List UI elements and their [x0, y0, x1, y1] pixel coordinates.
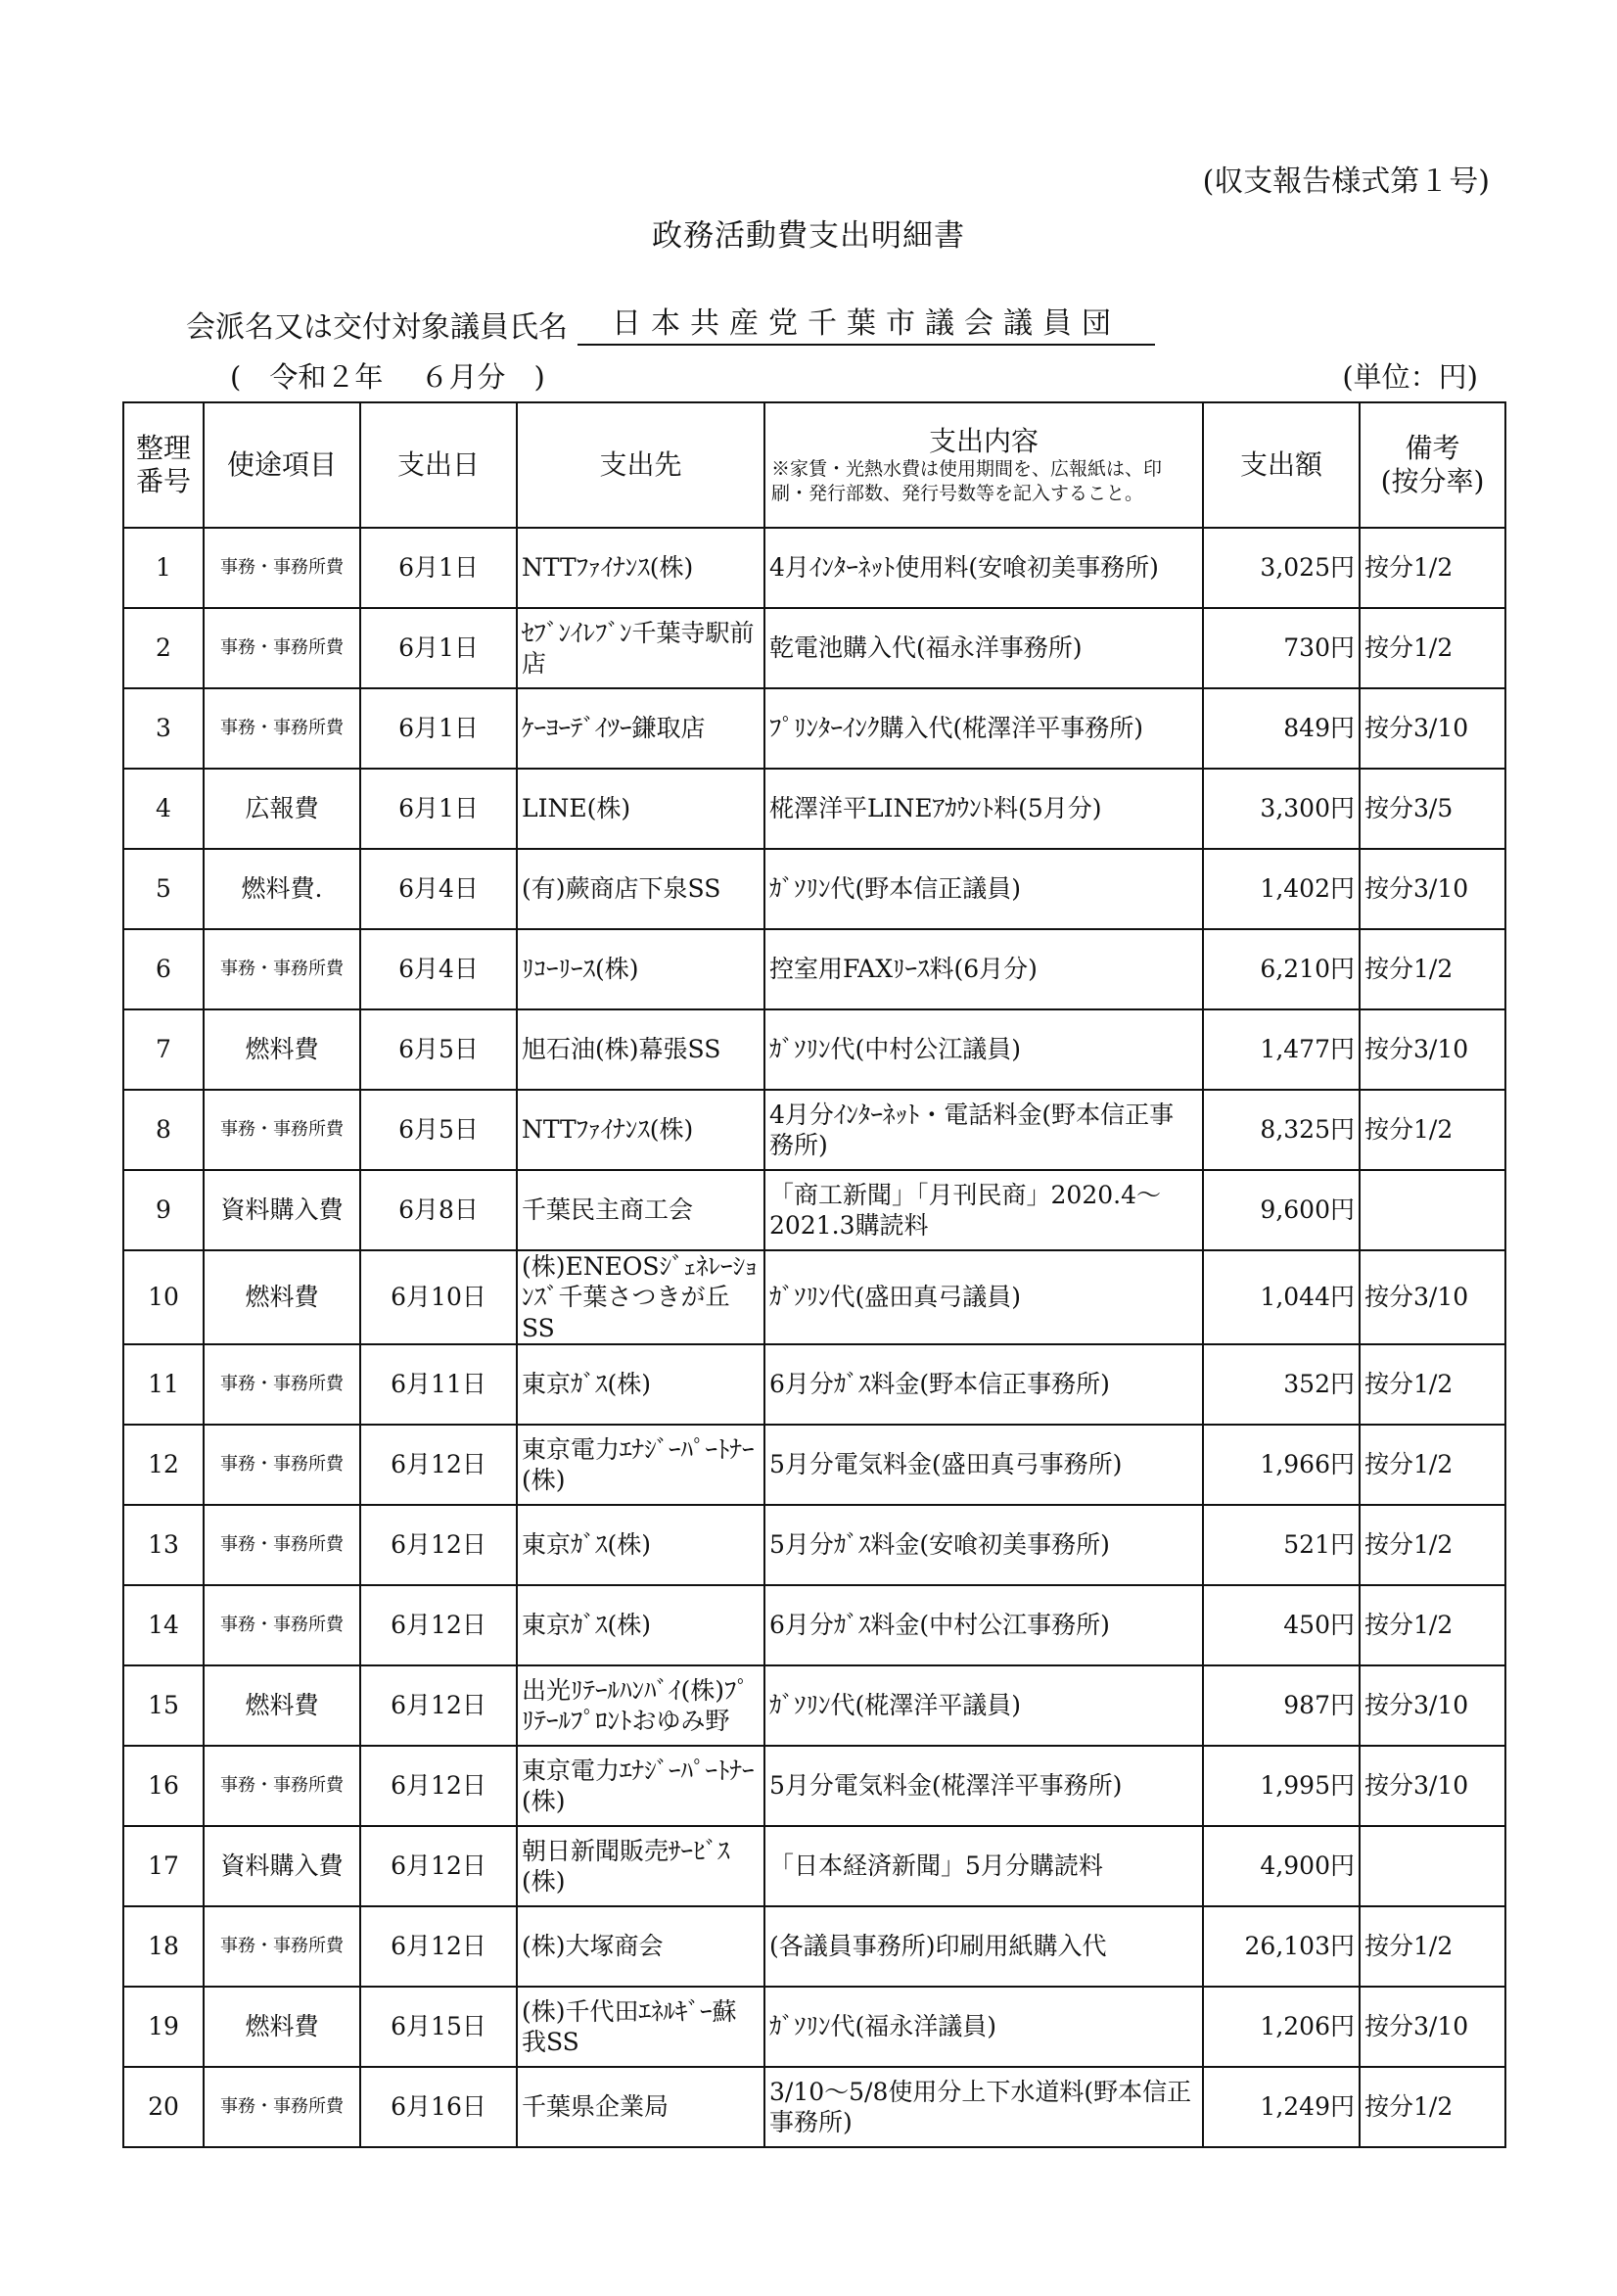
row-description: ﾌﾟﾘﾝﾀｰｲﾝｸ購入代(椛澤洋平事務所) [764, 688, 1203, 769]
row-remarks: 按分1/2 [1360, 1425, 1505, 1505]
row-description: 6月分ｶﾞｽ料金(野本信正事務所) [764, 1344, 1203, 1425]
row-number: 2 [123, 608, 204, 688]
row-payee: 東京電力ｴﾅｼﾞｰﾊﾟｰﾄﾅｰ(株) [517, 1425, 764, 1505]
row-amount: 4,900円 [1203, 1826, 1360, 1906]
row-amount: 352円 [1203, 1344, 1360, 1425]
table-row [123, 929, 1505, 1009]
row-date: 6月1日 [360, 688, 517, 769]
row-purpose: 事務・事務所費 [204, 528, 360, 608]
row-date: 6月12日 [360, 1585, 517, 1665]
row-description: 「日本経済新聞」5月分購読料 [764, 1826, 1203, 1906]
document-title: 政務活動費支出明細書 [652, 218, 965, 254]
row-purpose: 燃料費. [204, 849, 360, 929]
row-number: 20 [123, 2067, 204, 2147]
period: ( 令和２年 ６月分 ) [230, 360, 545, 394]
table-row [123, 849, 1505, 929]
table-row [123, 1906, 1505, 1987]
row-date: 6月4日 [360, 929, 517, 1009]
row-remarks: 按分3/5 [1360, 769, 1505, 849]
row-amount: 1,995円 [1203, 1746, 1360, 1826]
row-number: 14 [123, 1585, 204, 1665]
row-amount: 849円 [1203, 688, 1360, 769]
row-date: 6月10日 [360, 1250, 517, 1344]
row-date: 6月12日 [360, 1826, 517, 1906]
row-purpose: 事務・事務所費 [204, 1585, 360, 1665]
row-payee: (株)大塚商会 [517, 1906, 764, 1987]
row-date: 6月12日 [360, 1906, 517, 1987]
row-amount: 26,103円 [1203, 1906, 1360, 1987]
row-description: ｶﾞｿﾘﾝ代(福永洋議員) [764, 1987, 1203, 2067]
row-date: 6月4日 [360, 849, 517, 929]
row-description: (各議員事務所)印刷用紙購入代 [764, 1906, 1203, 1987]
row-purpose: 事務・事務所費 [204, 929, 360, 1009]
row-payee: 旭石油(株)幕張SS [517, 1009, 764, 1090]
row-payee: 出光ﾘﾃｰﾙﾊﾝﾊﾞｲ(株)ﾌﾟﾘﾃｰﾙﾌﾟﾛﾝﾄおゆみ野 [517, 1665, 764, 1746]
header-remarks [1360, 402, 1505, 528]
row-payee: (有)蕨商店下泉SS [517, 849, 764, 929]
header-no: 整理番号 [123, 402, 204, 528]
party-label: 会派名又は交付対象議員氏名 [186, 310, 568, 345]
header-amount: 支出額 [1203, 402, 1360, 528]
row-description: 4月ｲﾝﾀｰﾈｯﾄ使用料(安喰初美事務所) [764, 528, 1203, 608]
row-remarks: 按分1/2 [1360, 929, 1505, 1009]
row-date: 6月16日 [360, 2067, 517, 2147]
row-number: 6 [123, 929, 204, 1009]
header-contents-note: ※家賃・光熱水費は使用期間を、広報紙は、印刷・発行部数、発行号数等を記入すること。 [771, 458, 1163, 504]
row-description: ｶﾞｿﾘﾝ代(野本信正議員) [764, 849, 1203, 929]
table-row [123, 1585, 1505, 1665]
table-row [123, 1250, 1505, 1344]
row-number: 17 [123, 1826, 204, 1906]
row-number: 7 [123, 1009, 204, 1090]
table-row [123, 2067, 1505, 2147]
header-remarks-sub: (按分率) [1380, 465, 1485, 497]
row-amount: 3,025円 [1203, 528, 1360, 608]
row-remarks: 按分3/10 [1360, 849, 1505, 929]
header-purpose: 使途項目 [204, 402, 360, 528]
row-remarks: 按分3/10 [1360, 1665, 1505, 1746]
expense-table [122, 401, 1506, 2148]
row-number: 3 [123, 688, 204, 769]
row-remarks: 按分1/2 [1360, 1505, 1505, 1585]
row-purpose: 燃料費 [204, 1009, 360, 1090]
row-number: 1 [123, 528, 204, 608]
row-remarks: 按分1/2 [1360, 1906, 1505, 1987]
table-row [123, 1090, 1505, 1170]
row-amount: 987円 [1203, 1665, 1360, 1746]
row-description: 5月分電気料金(椛澤洋平事務所) [764, 1746, 1203, 1826]
header-payee: 支出先 [517, 402, 764, 528]
row-remarks [1360, 1826, 1505, 1906]
row-amount: 1,044円 [1203, 1250, 1360, 1344]
row-number: 15 [123, 1665, 204, 1746]
row-purpose: 事務・事務所費 [204, 688, 360, 769]
row-remarks: 按分3/10 [1360, 1250, 1505, 1344]
row-number: 19 [123, 1987, 204, 2067]
row-description: 控室用FAXﾘｰｽ料(6月分) [764, 929, 1203, 1009]
row-remarks: 按分3/10 [1360, 1746, 1505, 1826]
table-body [123, 528, 1505, 2147]
row-number: 11 [123, 1344, 204, 1425]
row-payee: ｹｰﾖｰﾃﾞｲﾂｰ鎌取店 [517, 688, 764, 769]
table-header-row [123, 402, 1505, 528]
row-description: ｶﾞｿﾘﾝ代(椛澤洋平議員) [764, 1665, 1203, 1746]
row-description: 「商工新聞」「月刊民商」2020.4～2021.3購読料 [764, 1170, 1203, 1250]
row-date: 6月1日 [360, 769, 517, 849]
row-amount: 1,966円 [1203, 1425, 1360, 1505]
row-amount: 521円 [1203, 1505, 1360, 1585]
row-purpose: 燃料費 [204, 1665, 360, 1746]
row-payee: 朝日新聞販売ｻｰﾋﾞｽ(株) [517, 1826, 764, 1906]
header-contents-title: 支出内容 [928, 424, 1039, 457]
row-description: ｶﾞｿﾘﾝ代(盛田真弓議員) [764, 1250, 1203, 1344]
row-date: 6月15日 [360, 1987, 517, 2067]
row-number: 10 [123, 1250, 204, 1344]
row-amount: 8,325円 [1203, 1090, 1360, 1170]
row-payee: 東京ｶﾞｽ(株) [517, 1585, 764, 1665]
row-amount: 1,206円 [1203, 1987, 1360, 2067]
row-payee: 東京ｶﾞｽ(株) [517, 1344, 764, 1425]
table-row [123, 769, 1505, 849]
table-row [123, 1009, 1505, 1090]
header-remarks-title: 備考 [1405, 432, 1460, 465]
row-number: 4 [123, 769, 204, 849]
row-date: 6月1日 [360, 528, 517, 608]
form-number: (収支報告様式第１号) [1202, 164, 1490, 199]
row-date: 6月12日 [360, 1505, 517, 1585]
row-description: 4月分ｲﾝﾀｰﾈｯﾄ・電話料金(野本信正事務所) [764, 1090, 1203, 1170]
row-date: 6月1日 [360, 608, 517, 688]
row-amount: 1,477円 [1203, 1009, 1360, 1090]
row-payee: 千葉県企業局 [517, 2067, 764, 2147]
row-payee: LINE(株) [517, 769, 764, 849]
row-payee: NTTﾌｧｲﾅﾝｽ(株) [517, 528, 764, 608]
row-number: 16 [123, 1746, 204, 1826]
row-description: 3/10～5/8使用分上下水道料(野本信正事務所) [764, 2067, 1203, 2147]
row-number: 18 [123, 1906, 204, 1987]
row-remarks: 按分1/2 [1360, 608, 1505, 688]
table-row [123, 1826, 1505, 1906]
row-remarks: 按分3/10 [1360, 1987, 1505, 2067]
row-remarks: 按分3/10 [1360, 688, 1505, 769]
row-description: 6月分ｶﾞｽ料金(中村公江事務所) [764, 1585, 1203, 1665]
row-number: 12 [123, 1425, 204, 1505]
row-payee: 千葉民主商工会 [517, 1170, 764, 1250]
row-amount: 450円 [1203, 1585, 1360, 1665]
row-amount: 3,300円 [1203, 769, 1360, 849]
row-purpose: 広報費 [204, 769, 360, 849]
row-purpose: 燃料費 [204, 1250, 360, 1344]
table-row [123, 608, 1505, 688]
row-description: ｶﾞｿﾘﾝ代(中村公江議員) [764, 1009, 1203, 1090]
table-row [123, 1665, 1505, 1746]
table-row [123, 1425, 1505, 1505]
row-description: 乾電池購入代(福永洋事務所) [764, 608, 1203, 688]
row-payee: ｾﾌﾞﾝｲﾚﾌﾞﾝ千葉寺駅前店 [517, 608, 764, 688]
row-payee: 東京ｶﾞｽ(株) [517, 1505, 764, 1585]
row-date: 6月8日 [360, 1170, 517, 1250]
table-row [123, 688, 1505, 769]
header-contents [764, 402, 1203, 528]
row-purpose: 燃料費 [204, 1987, 360, 2067]
row-number: 9 [123, 1170, 204, 1250]
unit-label: (単位：円) [1342, 360, 1478, 394]
row-payee: 東京電力ｴﾅｼﾞｰﾊﾟｰﾄﾅｰ(株) [517, 1746, 764, 1826]
row-description: 椛澤洋平LINEｱｶｳﾝﾄ料(5月分) [764, 769, 1203, 849]
row-description: 5月分電気料金(盛田真弓事務所) [764, 1425, 1203, 1505]
row-number: 5 [123, 849, 204, 929]
row-description: 5月分ｶﾞｽ料金(安喰初美事務所) [764, 1505, 1203, 1585]
row-date: 6月12日 [360, 1665, 517, 1746]
row-amount: 9,600円 [1203, 1170, 1360, 1250]
row-remarks: 按分1/2 [1360, 1090, 1505, 1170]
row-purpose: 事務・事務所費 [204, 1505, 360, 1585]
row-purpose: 事務・事務所費 [204, 1746, 360, 1826]
row-amount: 1,249円 [1203, 2067, 1360, 2147]
row-number: 8 [123, 1090, 204, 1170]
row-purpose: 事務・事務所費 [204, 1906, 360, 1987]
row-remarks [1360, 1170, 1505, 1250]
table-row [123, 1746, 1505, 1826]
row-number: 13 [123, 1505, 204, 1585]
row-amount: 730円 [1203, 608, 1360, 688]
row-payee: (株)ENEOSｼﾞｪﾈﾚｰｼｮﾝｽﾞ千葉さつきが丘SS [517, 1250, 764, 1344]
row-remarks: 按分1/2 [1360, 2067, 1505, 2147]
row-remarks: 按分1/2 [1360, 1344, 1505, 1425]
party-row [186, 299, 1155, 346]
row-date: 6月12日 [360, 1746, 517, 1826]
row-purpose: 事務・事務所費 [204, 1425, 360, 1505]
row-amount: 1,402円 [1203, 849, 1360, 929]
row-date: 6月5日 [360, 1090, 517, 1170]
table-row [123, 528, 1505, 608]
row-purpose: 資料購入費 [204, 1170, 360, 1250]
row-date: 6月11日 [360, 1344, 517, 1425]
row-purpose: 資料購入費 [204, 1826, 360, 1906]
row-remarks: 按分1/2 [1360, 528, 1505, 608]
table-row [123, 1987, 1505, 2067]
row-date: 6月12日 [360, 1425, 517, 1505]
row-payee: (株)千代田ｴﾈﾙｷﾞｰ蘇我SS [517, 1987, 764, 2067]
header-date: 支出日 [360, 402, 517, 528]
row-purpose: 事務・事務所費 [204, 1344, 360, 1425]
table-row [123, 1344, 1505, 1425]
row-purpose: 事務・事務所費 [204, 1090, 360, 1170]
row-date: 6月5日 [360, 1009, 517, 1090]
row-amount: 6,210円 [1203, 929, 1360, 1009]
table-row [123, 1505, 1505, 1585]
party-name: 日本共産党千葉市議会議員団 [578, 299, 1155, 346]
row-payee: NTTﾌｧｲﾅﾝｽ(株) [517, 1090, 764, 1170]
table-row [123, 1170, 1505, 1250]
row-remarks: 按分1/2 [1360, 1585, 1505, 1665]
row-purpose: 事務・事務所費 [204, 608, 360, 688]
row-payee: ﾘｺｰﾘｰｽ(株) [517, 929, 764, 1009]
row-purpose: 事務・事務所費 [204, 2067, 360, 2147]
row-remarks: 按分3/10 [1360, 1009, 1505, 1090]
